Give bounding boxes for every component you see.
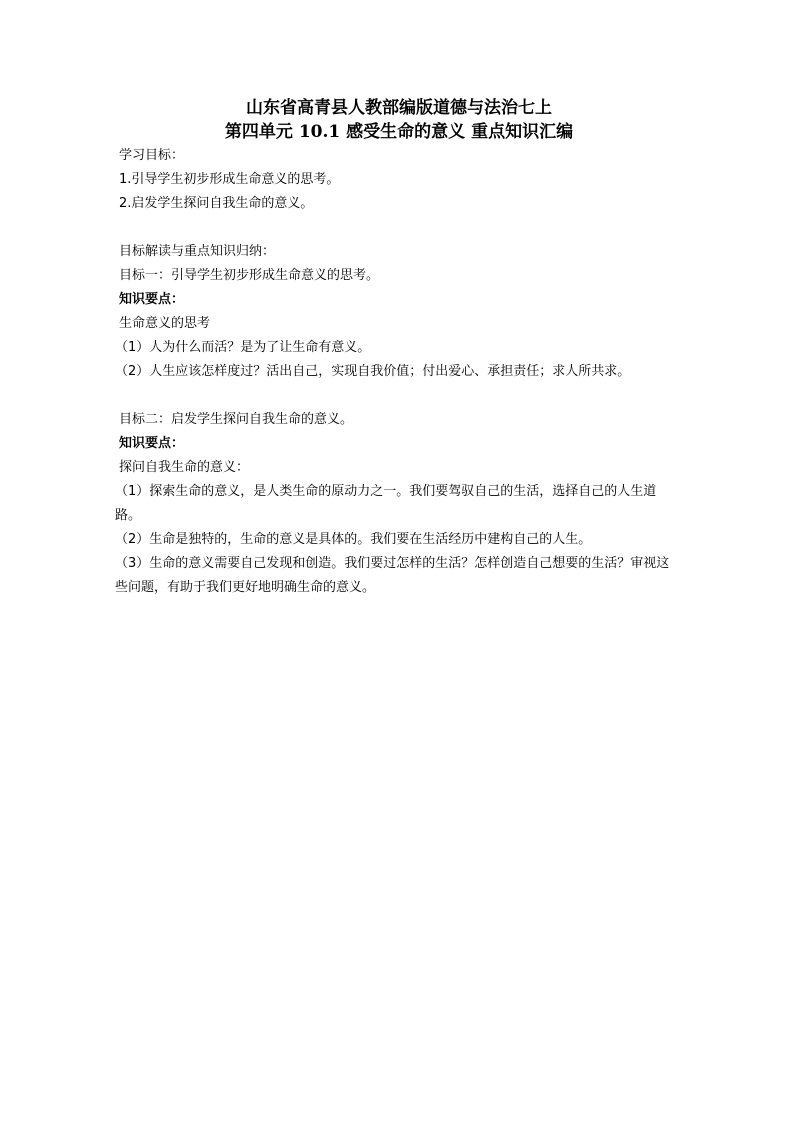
goal-1-point-2: （2）人生应该怎样度过？活出自己，实现自我价值；付出爱心、承担责任；求人所共求。 — [115, 364, 631, 379]
goal-2-point-1: （1）探索生命的意义，是人类生命的原动力之一。我们要驾驭自己的生活，选择自己的人生道路。 — [115, 484, 657, 523]
goal-1-title: 目标一：引导学生初步形成生命意义的思考。 — [119, 268, 380, 283]
goal-2-topic: 探问自我生命的意义： — [119, 460, 250, 475]
goal-1-key-points-label: 知识要点： — [119, 292, 185, 307]
objective-item-1: 1.引导学生初步形成生命意义的思考。 — [119, 172, 340, 187]
spacer — [119, 384, 679, 408]
goal-1-topic: 生命意义的思考 — [119, 316, 211, 331]
spacer — [119, 216, 679, 240]
objectives-heading: 学习目标： — [119, 148, 185, 163]
goal-2-point-2: （2）生命是独特的，生命的意义是具体的。我们要在生活经历中建构自己的人生。 — [115, 532, 592, 547]
objective-item-2: 2.启发学生探问自我生命的意义。 — [119, 196, 314, 211]
document-title — [119, 96, 679, 144]
title-line-2: 第四单元 10.1 感受生命的意义 重点知识汇编 — [224, 122, 574, 142]
summary-heading: 目标解读与重点知识归纳： — [119, 244, 276, 259]
document-page — [115, 96, 679, 600]
goal-2-key-points-label: 知识要点： — [119, 436, 185, 451]
title-line-1: 山东省高青县人教部编版道德与法治七上 — [246, 98, 552, 118]
goal-1-point-1: （1）人为什么而活？是为了让生命有意义。 — [115, 340, 371, 355]
goal-2-point-3: （3）生命的意义需要自己发现和创造。我们要过怎样的生活？怎样创造自己想要的生活？审视这些问题，有助于我们更好地明确生命的意义。 — [115, 556, 670, 595]
goal-2-title: 目标二：启发学生探问自我生命的意义。 — [119, 412, 354, 427]
